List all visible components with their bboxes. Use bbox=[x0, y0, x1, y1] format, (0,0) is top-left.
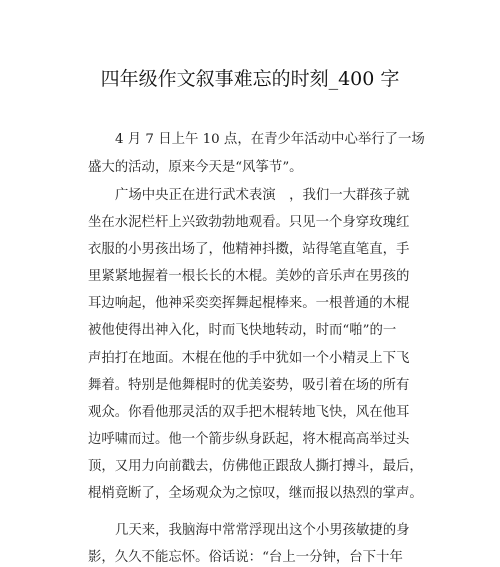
text-line: 边呼啸而过。他一个箭步纵身跃起，将木棍高高举过头 bbox=[88, 432, 410, 447]
text-line: 广场中央正在进行武术表演 ，我们一大群孩子就 bbox=[115, 188, 410, 203]
text-line: 衣服的小男孩出场了，他精神抖擞，站得笔直笔直，手 bbox=[88, 242, 410, 257]
text-line: 舞着。特别是他舞棍时的优美姿势，吸引着在场的所有 bbox=[88, 378, 410, 393]
text-line: 耳边响起，他神采奕奕挥舞起棍棒来。一根普通的木棍 bbox=[88, 296, 410, 311]
text-line: 几天来，我脑海中常常浮现出这个小男孩敏捷的身 bbox=[115, 523, 410, 538]
text-line: 盛大的活动，原来今天是“风筝节”。 bbox=[88, 160, 303, 175]
text-line: 被他使得出神入化，时而飞快地转动，时而“啪”的一 bbox=[88, 323, 397, 338]
text-line: 观众。你看他那灵活的双手把木棍转地飞快，风在他耳 bbox=[88, 405, 410, 420]
text-line: 坐在水泥栏杆上兴致勃勃地观看。只见一个身穿玫瑰红 bbox=[88, 215, 410, 230]
text-line: 里紧紧地握着一根长长的木棍。美妙的音乐声在男孩的 bbox=[88, 269, 410, 284]
text-line: 声拍打在地面。木棍在他的手中犹如一个小精灵上下飞 bbox=[88, 351, 410, 366]
text-line: 影，久久不能忘怀。俗话说：“台上一分钟，台下十年 bbox=[88, 550, 403, 565]
text-line: 棍梢竟断了，全场观众为之惊叹，继而报以热烈的掌声。 bbox=[88, 486, 423, 501]
text-line: 4 月 7 日上午 10 点，在青少年活动中心举行了一场 bbox=[115, 132, 425, 147]
text-line: 顶，又用力向前戳去，仿佛他正跟敌人撕打搏斗，最后， bbox=[88, 459, 423, 474]
document-title: 四年级作文叙事难忘的时刻_400 字 bbox=[100, 68, 400, 90]
